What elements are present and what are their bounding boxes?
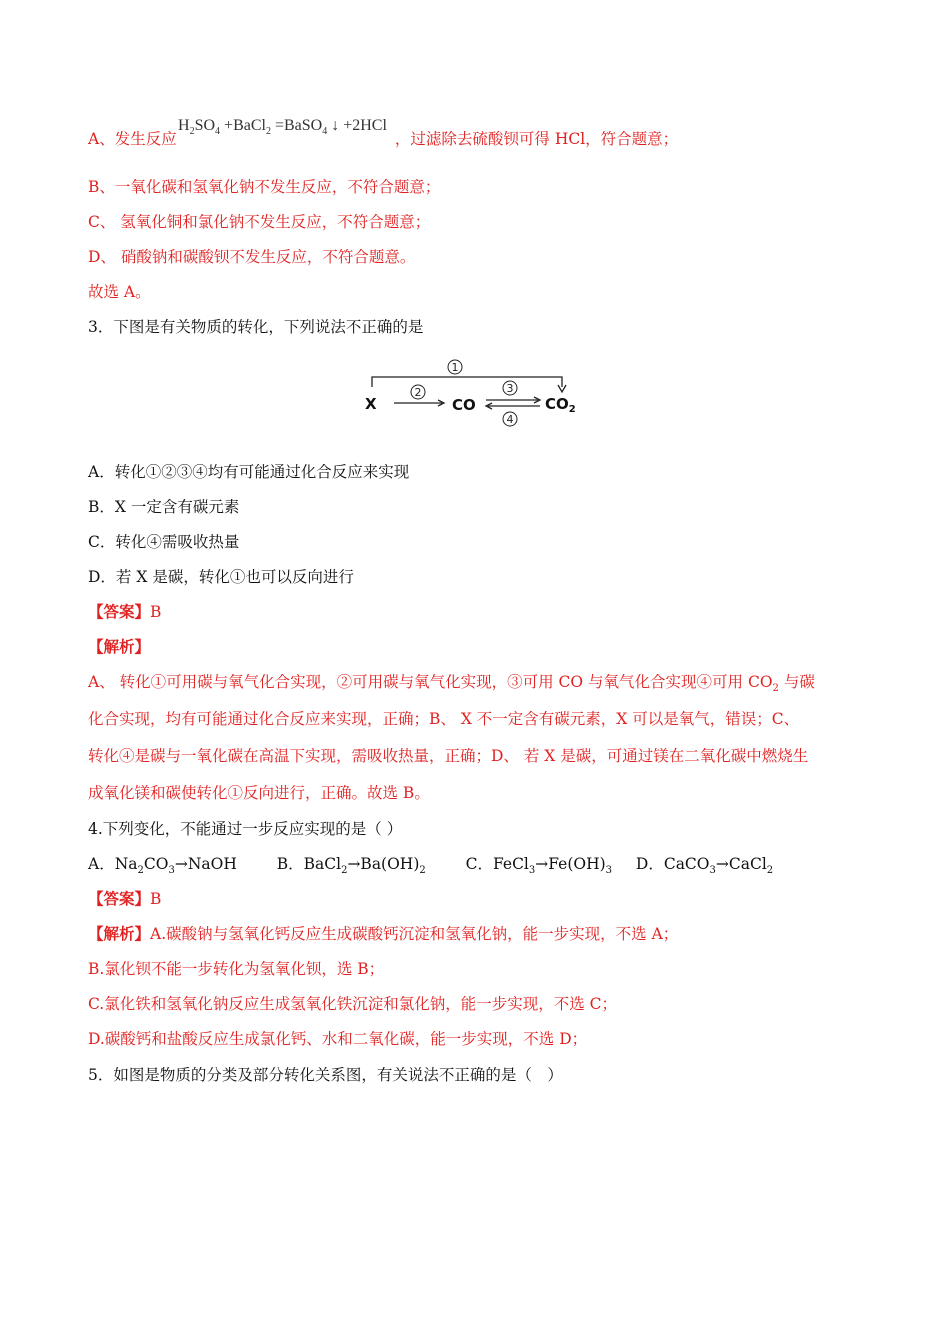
q4-option-d: D．CaCO$_3$→CaCl$_2$: [635, 855, 774, 876]
q4-analysis-a-line: [88, 923, 678, 945]
q4-analysis-d: D.碳酸钙和盐酸反应生成氯化钙、水和二氧化碳，能一步实现，不选 D；: [88, 1030, 588, 1048]
q3-answer: [88, 601, 161, 623]
q5-stem: 5．如图是物质的分类及部分转化关系图，有关说法不正确的是（ ）: [88, 1066, 563, 1084]
svg-text:1: 1: [451, 361, 459, 374]
q4-options: [88, 853, 773, 875]
q3-analysis-label: 【解析】: [88, 637, 151, 656]
q2-solution-c: C、 氢氧化铜和氯化钠不发生反应，不符合题意；: [88, 213, 431, 231]
reaction-equation: $H_2SO_4$ +BaCl$_2$ =BaSO$_4$ ↓ +2HCl: [176, 117, 395, 137]
q2-solution-a: [88, 117, 679, 151]
q3-analysis-line-1: A、 转化①可用碳与氧气化合实现，②可用碳与氧气化实现，③可用 CO 与氧气化合实现④可用 $CO_2$ 与碳: [88, 673, 815, 694]
q2-solution-d: D、 硝酸钠和碳酸钡不发生反应，不符合题意。: [88, 248, 416, 266]
q3-analysis-line-4: 成氧化镁和碳使转化①反向进行，正确。故选 B。: [88, 784, 430, 802]
arrow-1-bracket: [372, 377, 562, 387]
answer-label: 【答案】: [88, 602, 151, 621]
q3-option-c: C．转化④需吸收热量: [88, 533, 240, 551]
q2-a-suffix: ，过滤除去硫酸钡可得 HCl，符合题意；: [394, 130, 679, 148]
q3-analysis-line-2: 化合实现，均有可能通过化合反应来实现，正确；B、 X 不一定含有碳元素，X 可以是氧气，错误；C、: [88, 710, 800, 728]
q2-solution-b: B、一氧化碳和氢氧化钠不发生反应，不符合题意；: [88, 178, 441, 196]
q4-option-b: B．$BaCl_2\to Ba(OH)_2$: [276, 855, 426, 876]
q4-analysis-a: A.碳酸钠与氢氧化钙反应生成碳酸钙沉淀和氢氧化钠，能一步实现，不选 A；: [150, 925, 679, 943]
q2-conclusion: 故选 A。: [88, 283, 151, 301]
q3-stem: 3．下图是有关物质的转化，下列说法不正确的是: [88, 318, 424, 336]
q4-option-c: C．$FeCl_3\to Fe(OH)_3$: [465, 855, 613, 876]
q4-stem: 4.下列变化，不能通过一步反应实现的是（ ）: [88, 820, 403, 838]
svg-text:4: 4: [506, 413, 514, 426]
q4-answer: [88, 888, 161, 910]
species-x: X: [365, 395, 377, 413]
species-co: CO: [452, 396, 476, 414]
q3-analysis-1a: A、 转化①可用碳与氧气化合实现，②可用碳与氧气化实现，③可用 CO 与氧气化合实现④可用 CO: [88, 673, 773, 691]
q3-analysis-line-3: 转化④是碳与一氧化碳在高温下实现，需吸收热量，正确；D、 若 X 是碳，可通过镁在二氧化碳中燃烧生: [88, 747, 809, 765]
q4-analysis-c: C.氯化铁和氢氧化钠反应生成氢氧化铁沉淀和氯化钠，能一步实现，不选 C；: [88, 995, 618, 1013]
svg-text:3: 3: [506, 382, 514, 395]
q3-option-d: D．若 X 是碳，转化①也可以反向进行: [88, 568, 354, 586]
q3-option-a: A．转化①②③④均有可能通过化合反应来实现: [88, 463, 410, 481]
answer-label: 【答案】: [88, 889, 151, 908]
svg-text:2: 2: [414, 386, 422, 399]
q2-a-prefix: A、发生反应: [88, 130, 177, 148]
answer-value: B: [150, 890, 162, 908]
analysis-label: 【解析】: [88, 924, 151, 943]
q4-analysis-b: B.氯化钡不能一步转化为氢氧化钡，选 B；: [88, 960, 385, 978]
conversion-diagram: [360, 355, 580, 430]
answer-value: B: [150, 603, 162, 621]
q3-analysis-1b: 与碳: [783, 673, 815, 691]
q3-option-b: B．X 一定含有碳元素: [88, 498, 240, 516]
species-co2: $CO_2$: [545, 395, 576, 415]
q4-option-a: A．$Na_2CO_3\to NaOH$: [88, 855, 237, 876]
